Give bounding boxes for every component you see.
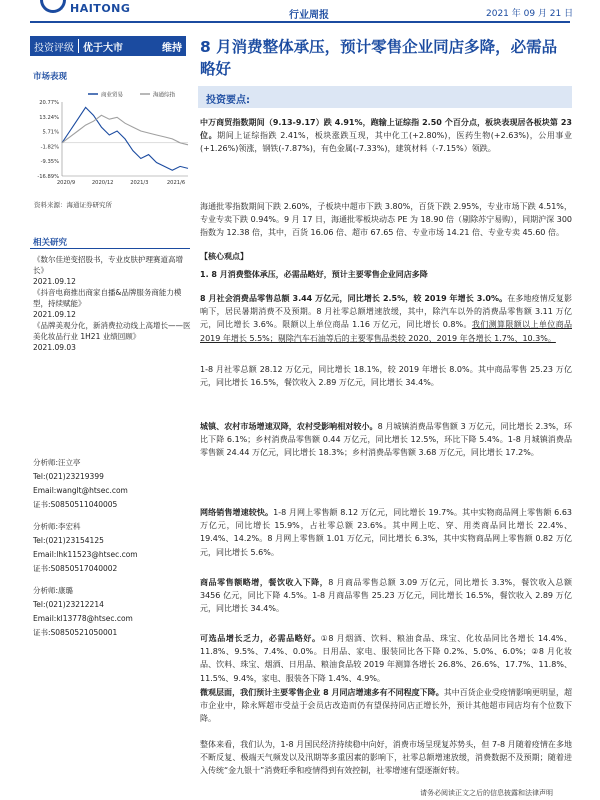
section-heading	[200, 268, 572, 281]
paragraph-categories	[200, 632, 572, 685]
analyst-phone: Tel:(021)23219399	[33, 472, 104, 481]
paragraph-urban-rural	[200, 420, 572, 460]
series-line	[62, 107, 188, 170]
paragraph-goods-catering	[200, 576, 572, 616]
x-tick-label: 2020/9	[56, 180, 76, 186]
x-tick-label: 2021/3	[130, 180, 149, 186]
paragraph-lead: 微观层面，我们预计主要零售企业 8 月同店增速多有不同程度下降。	[200, 688, 444, 697]
rating-value: 优于大市	[83, 42, 123, 54]
market-title: 市场表现	[33, 72, 68, 82]
paragraph-lead: 8 月社会消费品零售总额 3.44 万亿元，同比增长 2.5%，较 2019 年增长 3.0%。	[200, 294, 508, 303]
series-line	[62, 115, 188, 145]
paragraph-summary: 整体来看，我们认为，1-8 月国民经济持续稳中向好，消费市场呈现复苏势头，但 7-8 月随着疫情在多地不断反复、极端天气频发以及汛期等多重因素的影响下，社零总额增速放缓，消费数据不及预期；随着进入传统“金九银十”消费旺季和疫情得到有效控制，社零增速有望逐渐好转。	[200, 740, 572, 776]
y-tick-label: 13.24%	[39, 114, 59, 121]
analyst-name: 分析师:康璐	[33, 586, 74, 595]
core-view-label: 【核心观点】	[200, 252, 248, 261]
y-tick-label: -16.89%	[37, 174, 59, 180]
analyst-email[interactable]: Email:kl13778@htsec.com	[33, 614, 133, 623]
page-header	[0, 0, 600, 24]
analyst-cert: 证书:S0850521050001	[33, 628, 118, 637]
paragraph-body: 8 月城镇消费品零售额 3 万亿元，同比增长 2.3%，环比下降 6.1%；乡村消费品零售额 0.44 万亿元，同比增长 12.5%，环比下降 5.4%。1-8 月城镇消费品零售额 24.44 万亿元，同比增长 18.3%；乡村消费品零售额 3.68 万亿元，同比增长 17.2%。	[200, 422, 572, 458]
paragraph-body: 在多地疫情反复影响下，居民暑期消费不及预期。8 月社零总额增速放缓，其中，除汽车以外的消费品零售额 3.11 万亿元，同比增长 3.6%。限额以上单位商品 1.16 万亿元，同比增长 0.8%。	[200, 294, 572, 330]
related-item[interactable]	[33, 320, 193, 353]
related-title: 相关研究	[33, 238, 68, 248]
report-title: 8 月消费整体承压，预计零售企业同店多降，必需品略好	[200, 38, 558, 78]
paragraph-lead: 可选品增长乏力，必需品略好。	[200, 634, 321, 643]
paragraph-index	[200, 116, 572, 156]
paragraph-lead: 中万商贸指数期间（9.13-9.17）跌 4.91%，跑输上证综指 2.50 个百分点，板块表现居各板块第 23 位。	[200, 118, 572, 141]
y-tick-label: 5.71%	[42, 129, 59, 136]
analyst-list	[33, 456, 193, 648]
paragraph-lead: 网络销售增速较快。	[200, 508, 274, 517]
analyst-email[interactable]: Email:wanglt@htsec.com	[33, 486, 128, 495]
report-type: 行业周报	[289, 10, 329, 21]
rating-status: 维持	[162, 42, 182, 54]
analyst-cert: 证书:S0850517040002	[33, 564, 118, 573]
paragraph-body: 1-8 月网上零售额 8.12 万亿元，同比增长 19.7%。其中实物商品网上零售额 6.63 万亿元，同比增长 15.9%，占社零总额 23.6%。其中网上吃、穿、用类商品同比增长 22.4%、19.4%、14.2%。8 月网上零售额 1.01 万亿元，同比增长 6.3%，其中实物商品网上零售额 0.82 万亿元，同比增长 5.6%。	[200, 508, 572, 557]
paragraph-online	[200, 506, 572, 559]
rating-label: 投资评级	[34, 42, 74, 54]
report-date: 2021 年 09 月 21 日	[486, 9, 574, 19]
analyst-phone: Tel:(021)23212214	[33, 600, 104, 609]
paragraph-micro	[200, 686, 572, 726]
analyst-card	[33, 520, 193, 576]
core-view-heading	[200, 250, 572, 263]
paragraph-retail-sales	[200, 292, 572, 345]
section-heading-text: 1. 8 月消费整体承压，必需品略好，预计主要零售企业同店多降	[200, 270, 428, 279]
rating-bar	[30, 36, 186, 56]
paragraph-ytd: 1-8 月社零总额 28.12 万亿元，同比增长 18.1%，较 2019 年增长 8.0%。其中商品零售 25.23 万亿元，同比增长 16.5%，餐饮收入 2.89 万亿元，同比增长 34.4%。	[200, 365, 572, 388]
related-item-title: 《品牌美观分化，新消费拉动线上高增长——医美化妆品行业 1H21 业绩回顾》	[33, 321, 191, 341]
analyst-email[interactable]: Email:lhk11523@htsec.com	[33, 550, 138, 559]
key-points-bar	[198, 86, 572, 108]
market-chart	[32, 88, 192, 188]
market-chart-svg	[32, 88, 192, 196]
analyst-card	[33, 584, 193, 640]
analyst-phone: Tel:(021)23154125	[33, 536, 104, 545]
related-divider	[30, 248, 190, 249]
paragraph-body: 其中百货企业受疫情影响更明显，超市企业中，除永辉超市受益于会员店改造而仍有望保持同店正增长外，预计其他超市同店均有个位数下降。	[200, 688, 572, 724]
paragraph-lead: 商品零售额略增，餐饮收入下降，	[200, 578, 329, 587]
legend-label: 海通综指	[153, 92, 176, 99]
related-item-date: 2021.09.12	[33, 277, 76, 286]
analyst-cert: 证书:S0850511040005	[33, 500, 118, 509]
analyst-name: 分析师:汪立亭	[33, 458, 81, 467]
footer-disclaimer: 请务必阅读正文之后的信息披露和法律声明	[420, 789, 553, 797]
y-tick-label: -1.82%	[40, 144, 59, 151]
related-item-date: 2021.09.03	[33, 343, 76, 352]
brand-name: HAITONG	[70, 2, 131, 15]
paragraph-lead: 城镇、农村市场增速双降，农村受影响相对较小。	[200, 422, 378, 431]
chart-source: 资料来源：海通证券研究所	[34, 201, 112, 209]
x-tick-label: 2021/6	[166, 180, 186, 186]
related-item-title: 《数尔佳逆变招股书，专业皮肤护理赛道高增长》	[33, 255, 183, 275]
related-list	[33, 254, 193, 353]
related-item-title: 《抖音电商推出商家自播&品牌服务商能力模型，持续赋能》	[33, 288, 182, 308]
paragraph-body: 8 月商品零售总额 3.09 万亿元，同比增长 3.3%，餐饮收入总额 3456 亿元，同比下降 4.5%。1-8 月商品零售 25.23 万亿元，同比增长 16.5%，餐饮收入 2.89 万亿元，同比增长 34.4%。	[200, 578, 572, 614]
related-item[interactable]	[33, 254, 193, 287]
x-tick-label: 2020/12	[91, 180, 114, 186]
analyst-card	[33, 456, 193, 512]
y-tick-label: -9.35%	[40, 159, 59, 166]
related-item-date: 2021.09.12	[33, 310, 76, 319]
haitong-logo-icon	[40, 0, 66, 13]
key-points-label: 投资要点:	[206, 95, 250, 106]
paragraph-underlined: 我们测算限额以上单位商品 2019 年增长 5.5%；剔除汽车石油等后的主要零售品类较 2020、2019 年各增长 1.7%、10.3%。	[200, 320, 572, 343]
paragraph-body: 期间上证综指跌 2.41%，板块涨跌互现，其中化工(+2.80%)，医药生物(+2.63%)，公用事业(+1.26%)领涨，钢铁(-7.87%)，有色金属(-7.33%)，建筑材料（-7.15%）领跌。	[200, 131, 572, 154]
analyst-name: 分析师:李宏科	[33, 522, 81, 531]
paragraph-body: ①8 月烟酒、饮料、粮油食品、珠宝、化妆品同比各增长 14.4%、11.8%、9.5%、7.4%、0.0%。日用品、家电、服装同比各下降 0.2%、5.0%、6.0%；②8 月化妆品、饮料、珠宝、烟酒、日用品、粮油食品较 2019 年测算各增长 26.8%、26.6%、17.7%、11.8%、11.5%、9.4%，家电、服装各下降 1.4%、4.9%。	[200, 634, 573, 683]
legend-label: 商业贸易	[101, 92, 124, 99]
paragraph-valuation: 海通批零指数期间下跌 2.60%，子板块中超市下跌 3.80%，百货下跌 2.95%，专业市场下跌 4.51%，专业专卖下跌 0.94%。9 月 17 日，海通批零板块动态 PE 为 18.90 倍（剔除苏宁易购），同期沪深 300 指数为 12.38 倍，其中，百货 16.06 倍、超市 67.65 倍、专业市场 14.21 倍、专业专卖 45.60 倍。	[200, 202, 572, 238]
header-divider	[30, 21, 570, 23]
related-item[interactable]	[33, 287, 193, 320]
y-tick-label: 20.77%	[39, 100, 59, 106]
